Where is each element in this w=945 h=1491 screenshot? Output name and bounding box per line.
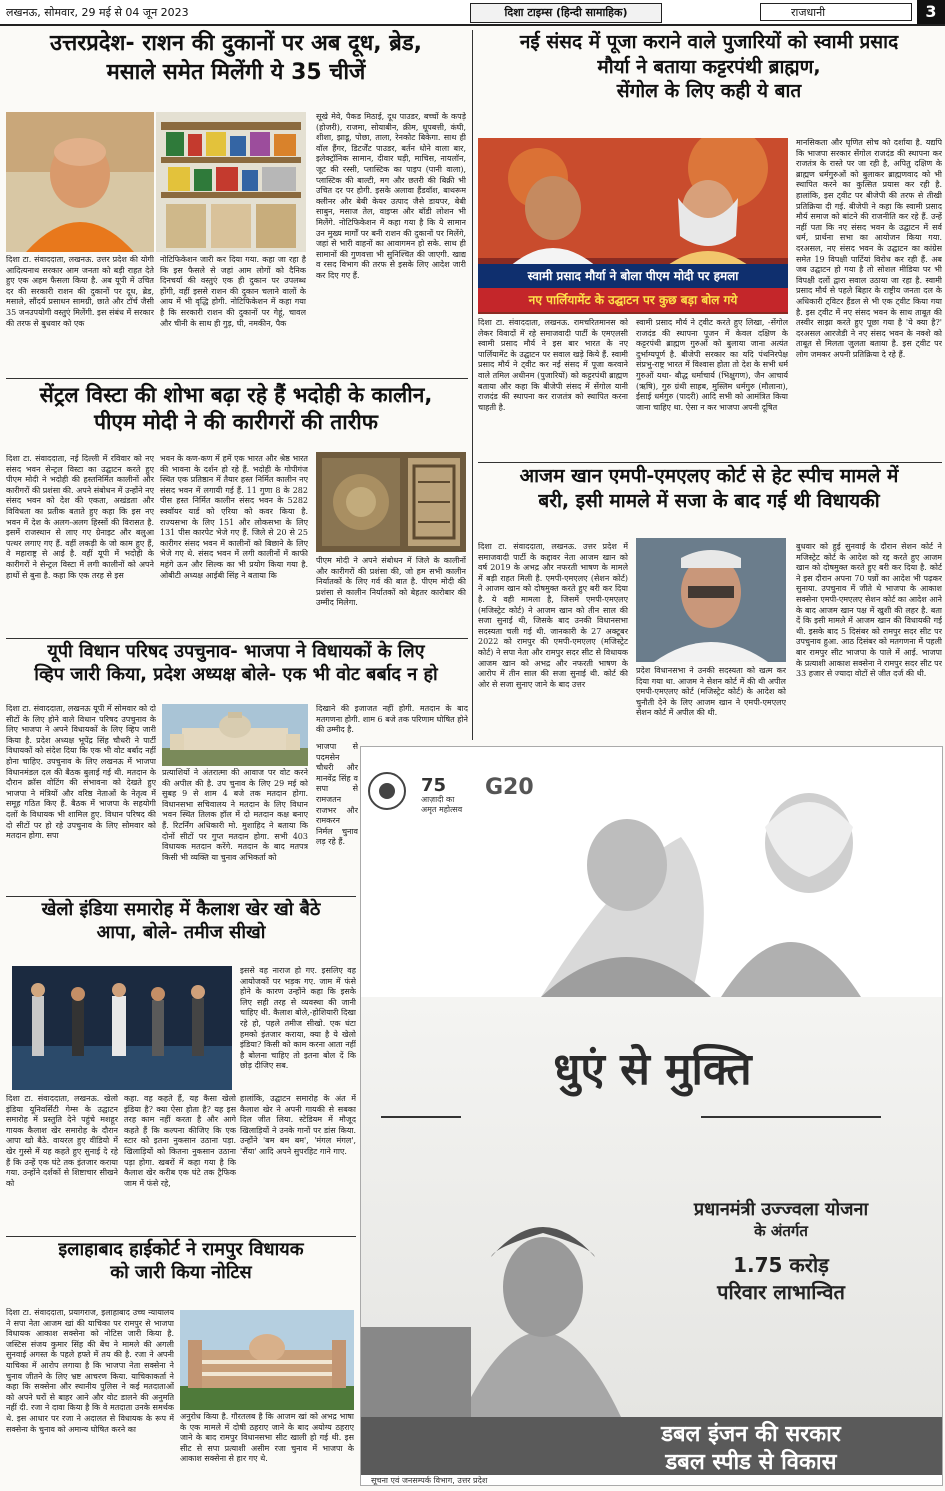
azam-text-col-3: बुधवार को हुई सुनवाई के दौरान सेशन कोर्ट ने मजिस्ट्रेट कोर्ट के आदेश को रद्द करते हुए आजम खान को दोषमुक्त करते हुए बरी कर दिया है. कोर्ट ने इस दौरान अपना 70 पन्नों का आदेश भी पढ़कर सुनाया. उपचुनाव में जीते थे भाजपा के आकाश सक्सेना एमपी-एमएलए सेशन कोर्ट का आदेश आने के बाद आजम खान पक्ष में खुशी की लहर है. बता दें कि इसी मामले में आजम खान की विधायकी गई थी. इसके बाद 5 दिसंबर को रामपुर सदर सीट पर उपचुनाव हुआ. आठ दिसंबर को मतगणना में पहली बार रामपुर सीट भाजपा के पाले में आई. भाजपा के प्रत्याशी आकाश सक्सेना ने रामपुर सदर सीट पर 33 हजार से ज्यादा वोटों से जीत दर्ज की थी.	[796, 542, 942, 679]
kailash-headline-line-1: खेलो इंडिया समारोह में कैलाश खेर खो बैठे	[41, 899, 321, 920]
advert-middle	[361, 997, 942, 1417]
advert-line-1: प्रधानमंत्री उज्ज्वला योजना	[693, 1199, 869, 1220]
advert-line-2: के अंतर्गत	[754, 1222, 808, 1240]
high-court-photo	[180, 1310, 354, 1410]
carpet-text-col-3: पीएम मोदी ने अपने संबोधन में जिले के कालीनों और कारीगरों की प्रशंसा की, जो हम सभी कालीन निर्यातकों के लिए गर्व की बात है. पीएम मोदी की प्रशंसा से कालीन निर्यातकों को बेहतर कारोबार की उम्मीद मिलेगा.	[316, 556, 466, 608]
sansad-headline-line-1: नई संसद में पूजा कराने वाले पुजारियों को स्वामी प्रसाद	[519, 31, 899, 53]
mlc-headline-line-2: व्हिप जारी किया, प्रदेश अध्यक्ष बोले- एक भी वोट बर्बाद न हो	[34, 664, 438, 686]
divider	[6, 1236, 356, 1237]
carpet-headline	[6, 382, 466, 437]
azadi-75: 75	[421, 775, 447, 796]
ration-text-col-2: नोटिफिकेशन जारी कर दिया गया. कहा जा रहा है कि इस फैसले से जहां आम लोगों को दैनिक दिनचर्या की वस्तुएं एक ही दुकान पर उपलब्ध होंगी, वहीं इससे राशन की दुकान चलाने वालों के आय में भी वृद्धि होगी. नोटिफिकेशन में कहा गया है कि सरकारी राशन की दुकानों पर गेहूं, चावल और चीनी के साथ ही गुड़, घी, नमकीन, पैक	[160, 255, 306, 328]
kailash-text-col-1: दिशा टा. संवाददाता, लखनऊ. खेलो इंडिया यूनिवर्सिटी गेम्स के उद्घाटन समारोह में प्रस्तुति देने पहुंचे मशहूर गायक कैलाश खेर समारोह के दौरान आपा खो बैठे. वायरल हुए वीडियो में खेर गुस्से में यह कहते हुए सुनाई दे रहे हैं कि उन्हें एक घंटे तक इंतजार कराया गया. उन्होंने दर्शकों से शिष्टाचार सीखने को	[6, 1094, 118, 1188]
mlc-headline-line-1: यूपी विधान परिषद उपचुनाव- भाजपा ने विधायकों के लिए	[47, 641, 425, 662]
sansad-headline	[478, 30, 940, 104]
carpet-text-col-1: दिशा टा. संवाददाता, नई दिल्ली में रविवार को नए संसद भवन सेन्ट्रल विस्टा का उद्घाटन करते हुए पीएम मोदी ने भदोही की हस्तनिर्मित कालीनों और कारीगरों की प्रशंसा की. अपने संबोधन में उन्होंने नए संसद भवन को देश की एकता, अखंडता और विविधता का प्रतीक बताते हुए कहा कि इस नए भवन में देश के अलग-अलग हिस्सों की विरासत है. इसमें राजस्थान से लाए गए ग्रेनाइट और बलुआ पत्थर लगाए गए हैं. वहीं लकड़ी के जो काम हुए हैं, वे महाराष्ट्र से आई है. वहीं यूपी में भदोही के कारीगरों ने सेन्ट्रल विस्टा में लगी कालीनों को अपने हाथों से बुना है. कहा कि एक तरह से इस	[6, 454, 154, 580]
advert-slogan	[561, 1421, 941, 1477]
azam-headline-line-2: बरी, इसी मामले में सजा के बाद गई थी विधायकी	[538, 489, 880, 512]
divider	[6, 378, 468, 379]
carpet-text-col-2: भवन के कण-कण में हमें एक भारत और श्रेष्ठ भारत की भावना के दर्शन हो रहे हैं. भदोही के गोपीगंज स्थित एक प्रतिष्ठान में तैयार हस्त निर्मित कालीन नए संसद भवन में लगायी गई हैं. 11 गुणा 8 के 282 पीस हस्त निर्मित कालीन संसद भवन के 5282 स्क्वॉयर यार्ड को एरिया को कवर किया है. राज्यसभा के लिए 151 और लोकसभा के लिए 131 पीस कारपेट भेजे गए हैं. जिले से 20 से 25 कारीगर संसद भवन में कालीनों को बिछाने के लिए भेजे गए थे. संसद भवन में लगी कालीनों में काफी महंगे ऊन और सिल्क का भी प्रयोग किया गया है. ओबीटी अध्यक्ष आईबी सिंह ने बताया कि	[160, 454, 308, 580]
carpet-headline-line-1: सेंट्रल विस्टा की शोभा बढ़ा रहे हैं भदोही के कालीन,	[39, 383, 433, 407]
advert-main-title: धुएं से मुक्ति	[553, 1044, 752, 1095]
azadi-line-1: आज़ादी का	[421, 795, 455, 804]
advert-footer	[361, 1475, 942, 1486]
azadi-logo	[421, 775, 446, 796]
azam-headline-line-1: आजम खान एमपी-एमएलए कोर्ट से हेट स्पीच मामले में	[519, 465, 899, 487]
azadi-text	[421, 795, 462, 815]
sansad-caption-1: स्वामी प्रसाद मौर्या ने बोला पीएम मोदी पर हमला	[478, 264, 788, 288]
kailash-headline-line-2: आपा, बोले- तमीज सीखो	[96, 922, 266, 944]
advert-line-4: परिवार लाभान्वित	[717, 1280, 845, 1304]
sansad-text-col-3: मानसिकता और घृणित सोच को दर्शाया है. यद्यपि कि भाजपा सरकार सेंगोल राजदंड की स्थापना कर राजतंत्र के रास्ते पर जा रही है, अपितु दक्षिण के ब्राह्मण धर्मगुरुओं को बुलाकर ब्राह्मणवाद को भी स्थापित करने का कुत्सित प्रयास कर रही है. हालांकि, इस ट्वीट पर बीजेपी की तरफ से तीखी प्रतिक्रिया दी गई. बीजेपी ने कहा कि स्वामी प्रसाद मौर्य समाज को बांटने की राजनीति कर रहे हैं. उन्हें नहीं पता कि नए संसद भवन के उद्घाटन में सर्व धर्म, प्रार्थना सभा का आयोजन किया गया. दरअसल, नए संसद भवन के उद्घाटन का कांग्रेस समेत 19 विपक्षी पार्टियां विरोध कर रही हैं. अब जब उद्घाटन हो गया है तो सोशल मीडिया पर भी विपक्षी दलों द्वारा सवाल उठाया जा रहा है. स्वामी प्रसाद मौर्य से पहले बिहार के राष्ट्रीय जनता दल के अधिकारी ट्विटर हैंडल से भी एक ट्वीट किया गया है. इस ट्वीट में नए संसद भवन के साथ ताबूत की तस्वीर साझा करते हुए पूछा गया है 'ये क्या है?' दरअसल आरजेडी ने नए संसद भवन के नक्शे को ताबूत से मिलता जुलता बताया है. इस ट्वीट पर लोग जमकर अपनी प्रतिक्रिया दे रहे हैं.	[796, 138, 942, 359]
page-number: 3	[917, 0, 945, 24]
kailash-kher-photo	[12, 966, 232, 1090]
hc-headline-line-1: इलाहाबाद हाईकोर्ट ने रामपुर विधायक	[58, 1239, 304, 1260]
paper-name: दिशा टाइम्स (हिन्दी सामाहिक)	[470, 3, 662, 23]
yogi-photo	[6, 112, 154, 252]
azadi-line-2: अमृत महोत्सव	[421, 805, 463, 814]
kailash-text-col-3: हालांकि, उद्घाटन समारोह के अंत में कैलाश खेर ने अपनी गायकी से सबका दिल जीत लिया. स्टेडियम में मौजूद खिलाड़ियों ने उनके गानों पर डांस किया. उन्होंने 'बम बम बम', 'मंगल मंगल', 'सैंया' आदि अपने सुपरहिट गाने गाए.	[240, 1094, 356, 1156]
sansad-text-col-1: दिशा टा. संवाददाता, लखनऊ. रामचरितमानस को लेकर विवादों में रहे समाजवादी पार्टी के एमएलसी स्वामी प्रसाद मौर्य ने इस बार भारत के नए पार्लियामेंट के उद्घाटन पर सवाल खड़े किये हैं. स्वामी प्रसाद मौर्य ने ट्वीट कर नई संसद में पूजा करवाने वाले तमिल अधीनम (पुजारियों) को कट्टरपंथी ब्राह्मण बताया और कहा कि बीजेपी संसद में सेंगोल यानी राजदंड की स्थापना कर राजतंत्र को स्थापित करना चाहती है.	[478, 318, 628, 412]
column-divider	[472, 30, 473, 740]
sansad-caption-2: नए पार्लियामेंट के उद्घाटन पर कुछ बड़ा बोल गये	[478, 288, 788, 312]
advert-footer-text: सूचना एवं जनसम्पर्क विभाग, उत्तर प्रदेश	[371, 1476, 488, 1485]
hc-text-col-1: दिशा टा. संवाददाता, प्रयागराज, इलाहाबाद उच्च न्यायालय ने सपा नेता आजम खां की याचिका पर रामपुर से भाजपा विधायक आकाश सक्सेना को नोटिस जारी किया है. जस्टिस संजय कुमार सिंह की बेंच ने मामले की अगली सुनवाई अगस्त के पहले हफ्ते में तय की है. रजा ने अपनी याचिका में आरोप लगाया है कि भाजपा नेता सक्सेना ने चुनाव जीतने के लिए भ्रष्ट आचरण किया. याचिकाकर्ता ने कहा कि सक्सेना और स्थानीय पुलिस ने कई मतदाताओं को अपने घरों से बाहर आने और वोट डालने की अनुमति नहीं दी. रजा ने दावा किया है कि वे मतदाता उनके समर्थक थे. इस आधार पर रजा ने अदालत से विधायक के रूप में सक्सेना के चुनाव को अमान्य घोषित करने का	[6, 1308, 174, 1434]
mlc-text-col-2: प्रत्याशियों ने अंतरात्मा की आवाज पर वोट करने की अपील की है. उप चुनाव के लिए 29 मई को सुबह 9 से शाम 4 बजे तक मतदान होगा. विधानसभा सचिवालय ने मतदान के लिए विधान भवन स्थित तिलक हॉल में दो मतदान कक्ष बनाए हैं. रिटर्निंग अधिकारी मो. मुशाहिद ने बताया कि दोनों सीटों पर गुप्त मतदान होगा. सभी 403 विधायक मतदान करेंगे. मतदान के बाद मतपत्र किसी भी व्यक्ति या चुनाव अभिकर्ता को	[162, 768, 308, 862]
azam-text-col-1: दिशा टा. संवाददाता, लखनऊ. उत्तर प्रदेश में समाजवादी पार्टी के कद्दावर नेता आजम खान को वर्ष 2019 के अभद्र और नफरती भाषण के मामले में बड़ी राहत मिली है. एमपी-एमएलए (सेशन कोर्ट) ने आजम खान को दोषमुक्त करते हुए बरी कर दिया है. ये वही मामला है, जिसमें एमपी-एमएलए (मजिस्ट्रेट कोर्ट) ने आजम खान को तीन साल की सजा सुनाई थी, जिसके बाद उनकी विधानसभा सदस्यता चली गई थी. जानकारी के 27 अक्टूबर 2022 को रामपुर की एमपी-एमएलए (मजिस्ट्रेट कोर्ट) ने सपा नेता और रामपुर सदर सीट से विधायक आजम खान को अभद्र और नफरती भाषण के आरोप में तीन साल की सजा सुनाई थी. कोर्ट की ओर से सजा सुनाए जाने के बाद उत्तर	[478, 542, 628, 689]
mlc-text-col-3b: भाजपा से पदमसेन चौधरी और मानवेंद्र सिंह व सपा से रामजतन राजभर और रामकरन निर्मल चुनाव लड़ रहे हैं.	[316, 742, 358, 847]
kailash-text-col-right: इससे वह नाराज हो गए. इसलिए वह आयोजकों पर भड़क गए. जाम में फंसे होने के कारण उन्होंने कहा कि इसके लिए सही तरह से व्यवस्था की जानी चाहिए थी. कैलाश बोले,-होशियारी दिखा रहे हो, पहले तमीज सीखो. एक घंटा हमको इंतजार कराया, क्या है ये खेलो इंडिया? किसी को काम करना आता नहीं है बोलना चाहिए तो इतना बोल दें कि छोड़ दीजिए सब.	[240, 966, 356, 1071]
azam-headline	[478, 464, 940, 513]
ujjwala-advertisement	[360, 746, 943, 1486]
advert-slogan-line-1: डबल इंजन की सरकार	[661, 1422, 841, 1447]
advert-slogan-line-2: डबल स्पीड से विकास	[665, 1450, 837, 1475]
carpet-headline-line-2: पीएम मोदी ने की कारीगरों की तारीफ	[94, 410, 378, 435]
ration-text-col-3: सूखे मेवे, पैकड मिठाई, दूध पाउडर, बच्चों के कपड़े (होजरी), राजमा, सोयाबीन, क्रीम, धूपबत्ती, कंघी, शीशा, झाडू, पोछा, ताला, रेनकोट बिकेगा. साथ ही वॉल हैंगर, डिटर्जेंट पाउडर, बर्तन धोने वाला बार, इलेक्ट्रॉनिक सामान, दीवार घड़ी, माचिस, नायलॉन, जूट की रस्सी, प्लास्टिक का पाइप (पानी वाला), प्लास्टिक की बाल्टी, मग और छतरी की बिक्री भी उचित दर पर होगी. इसके अलावा हैंडवॉश, बाथरूम क्लीनर और बेबी केयर उत्पाद जैसे डायपर, बेबी साबुन, मसाज तेल, वाइप्स और बॉडी लोशन भी मिलेंगे. नोटिफिकेशन में कहा गया है कि ये सामान उन मुख्य मार्गों पर बनी राशन की दुकानों पर मिलेंगे, जहां से भारी वाहनों का आवागमन हो सके. साथ ही सामानों की गुणवत्ता भी सुनिश्चित की जाएगी. खाद्य व रसद विभाग की तरफ से इसके लिए आदेश जारी कर दिए गए हैं.	[316, 112, 466, 280]
kailash-text-col-2: कहा. वह कहते हैं, यह कैसा खेलो इंडिया है? क्या ऐसा होता है? यह इस तरह काम नहीं करता है और आगे कहते हैं कि कल्पना कीजिए कि एक स्टार को इतना नुकसान उठाना पड़ा. खिलाड़ियों को कितना नुकसान उठाना पड़ा होगा. खबरों में कहा गया है कि कैलाश खेर करीब एक घंटे तक ट्रैफिक जाम में फंसे रहे,	[124, 1094, 236, 1188]
vidhan-bhawan-photo	[162, 704, 308, 766]
ration-headline-line-2: मसाले समेत मिलेंगी ये 35 चीजें	[106, 59, 366, 85]
divider	[6, 896, 356, 897]
page-header	[0, 0, 945, 26]
sansad-text-col-2: स्वामी प्रसाद मौर्य ने ट्वीट करते हुए लिखा, -सेंगोल राजदंड की स्थापना पूजन में केवल दक्षिण के कट्टरपंथी ब्राह्मण गुरुओं को बुलाया जाना अत्यंत दुर्भाग्यपूर्ण है. बीजेपी सरकार का यदि पंथनिरपेक्ष संप्रभु-राष्ट्र भारत में विश्वास होता तो देश के सभी धर्म गुरुओं यथा- बौद्ध धर्माचार्य (भिक्षुगण), जैन आचार्य (ऋषि), गुरु ग्रंथी साहब, मुस्लिम धर्मगुरु (मौलाना), ईसाई धर्मगुरु (पादरी) आदि सभी को आमंत्रित किया जाना चाहिए था. ऐसा न कर भाजपा अपनी दूषित	[636, 318, 788, 412]
mlc-text-col-3a: दिखाने की इजाजत नहीं होगी. मतदान के बाद मतगणना होगी. शाम 6 बजे तक परिणाम घोषित होने की उम्मीद है.	[316, 704, 468, 735]
divider	[6, 638, 468, 639]
azam-text-col-2: प्रदेश विधानसभा ने उनकी सदस्यता को खत्म कर दिया गया था. आजम ने सेशन कोर्ट में की थी अपील एमपी-एमएलए कोर्ट (मजिस्ट्रेट कोर्ट) के आदेश को चुनौती देने के लिए आजम खान ने एमपी-एमएलए सेशन कोर्ट में अपील की थी.	[636, 666, 786, 718]
maurya-modi-photo	[478, 138, 788, 314]
azam-khan-photo	[636, 538, 786, 662]
mlc-headline	[6, 640, 466, 687]
kailash-headline	[6, 898, 356, 945]
divider	[478, 462, 942, 463]
g20-logo: G20	[485, 775, 534, 800]
advert-scheme-text	[641, 1197, 921, 1305]
advert-line-3: 1.75 करोड़	[733, 1253, 829, 1277]
sansad-headline-line-3: सेंगोल के लिए कही ये बात	[616, 80, 802, 103]
section-name: राजधानी	[760, 3, 912, 21]
ration-headline-line-1: उत्तरप्रदेश- राशन की दुकानों पर अब दूध, ब्रेड,	[50, 31, 422, 56]
mlc-text-col-1: दिशा टा. संवाददाता, लखनऊ यूपी में सोमवार को दो सीटों के लिए होने वाले विधान परिषद उपचुनाव के लिए भाजपा ने अपने विधायकों के लिए व्हिप जारी किया है. प्रदेश अध्यक्ष भूपेंद्र सिंह चौधरी ने पार्टी विधायकों को संदेश दिया कि एक भी वोट बर्बाद नहीं होना चाहिए. उपचुनाव के लिए लखनऊ में भाजपा विधानमंडल दल की बैठक बुलाई गई थी. मतदान के दौरान क्रॉस वोटिंग की संभावना को देखते हुए भाजपा ने मंत्रियों और वरिष्ठ नेताओं के नेतृत्व में समूह गठित किए हैं. बैठक में भाजपा के सहयोगी दलों के विधायक भी शामिल हुए. विधान परिषद की दो सीटों पर हो रहे उपचुनाव के लिए सोमवार को मतदान होगा. सपा	[6, 704, 156, 841]
hc-text-col-2: अनुरोध किया है. गौरतलब है कि आजम खां को अभद्र भाषा के एक मामले में दोषी ठहराए जाने के बाद अयोग्य ठहराए जाने के बाद रामपुर विधानसभा सीट खाली हो गई थी. इस सीट से सपा प्रत्याशी असीम रजा चुनाव में भाजपा के आकाश सक्सेना से हार गए थे.	[180, 1412, 354, 1464]
sansad-headline-line-2: मौर्या ने बताया कट्टरपंथी ब्राह्मण,	[597, 55, 821, 78]
carpet-photo	[316, 452, 466, 552]
ration-headline	[6, 30, 466, 87]
ration-shop-photo	[156, 112, 306, 252]
ration-text-col-1: दिशा टा. संवाददाता, लखनऊ. उत्तर प्रदेश की योगी आदित्यनाथ सरकार आम जनता को बड़ी राहत देते हुए एक अहम फैसला किया है. अब यूपी में उचित दर की सरकारी राशन की दुकानों पर दूध, ब्रेड, मसाले, सौंदर्य प्रसाधन सामग्री, छाते और टॉर्च जैसी 35 जनउपयोगी वस्तुएं मिलेंगी. इस संबंध में सरकार की तरफ से बुधवार को एक	[6, 255, 154, 328]
advert-top-band	[361, 747, 942, 997]
hc-headline-line-2: को जारी किया नोटिस	[110, 1262, 252, 1284]
hc-headline	[6, 1238, 356, 1285]
place-date: लखनऊ, सोमवार, 29 मई से 04 जून 2023	[6, 6, 189, 19]
